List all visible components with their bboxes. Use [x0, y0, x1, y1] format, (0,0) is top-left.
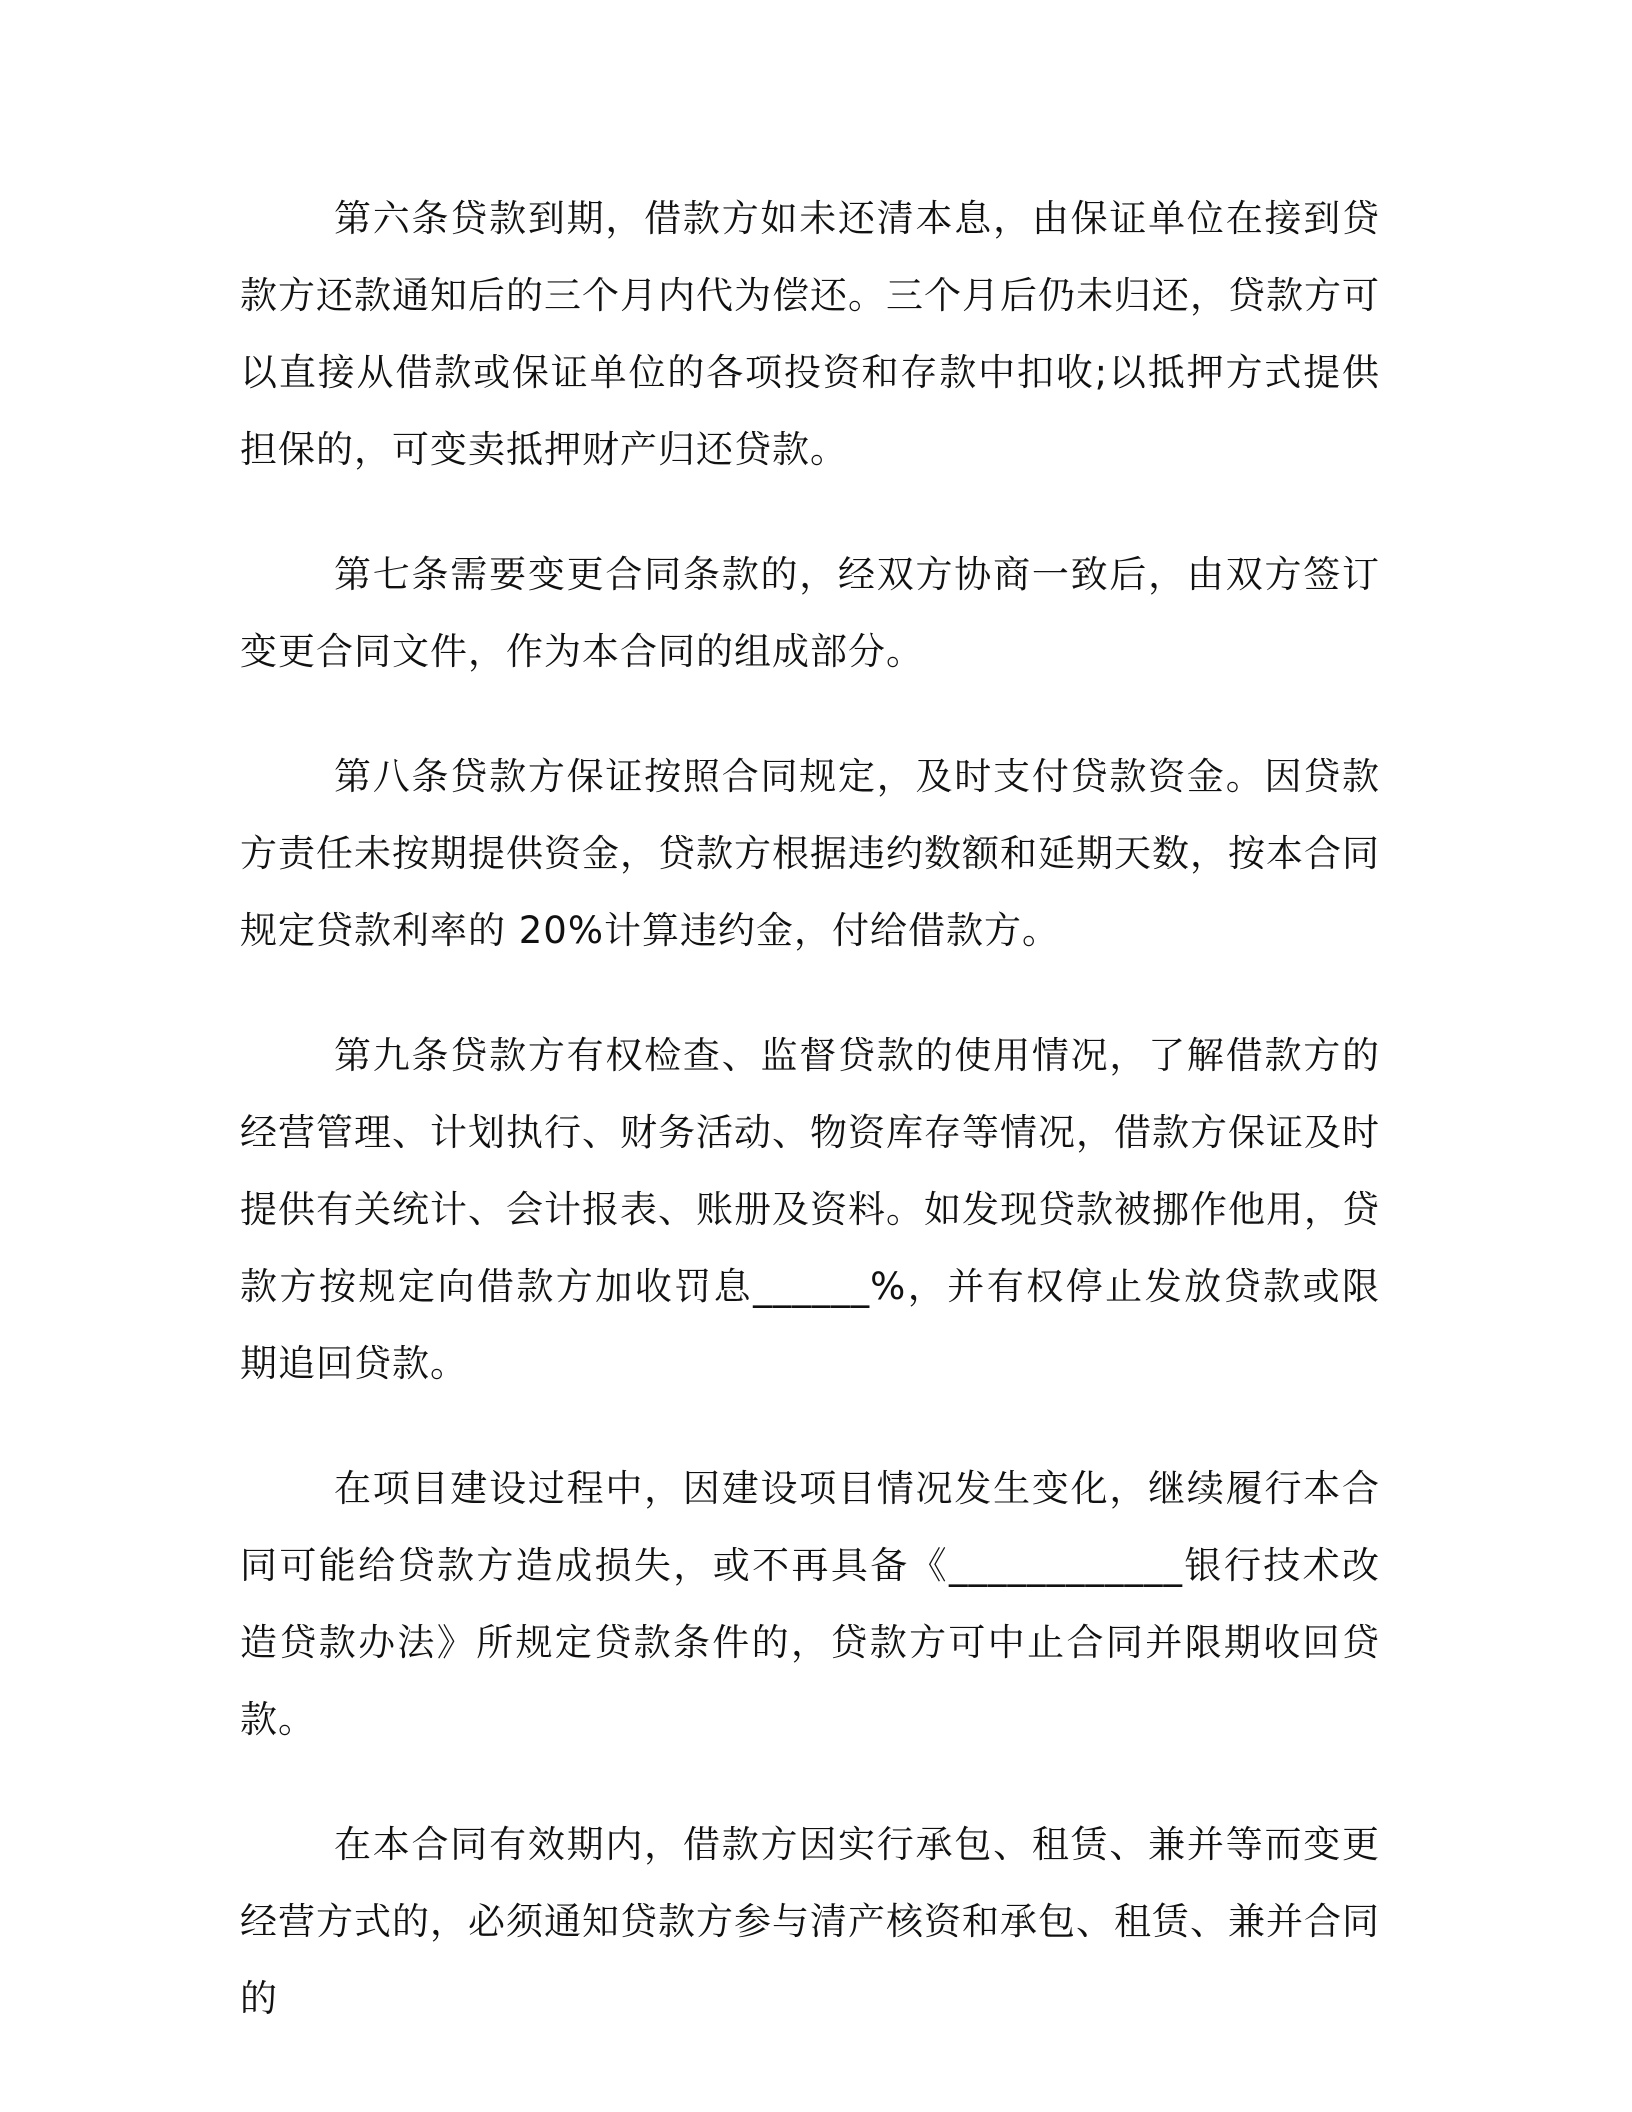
paragraph-article-6: 第六条贷款到期，借款方如未还清本息，由保证单位在接到贷款方还款通知后的三个月内代为偿还。三个月后仍未归还，贷款方可以直接从借款或保证单位的各项投资和存款中扣收;以抵押方式提供担保的，可变卖抵押财产归还贷款。	[240, 197, 1380, 471]
paragraph-business-change: 在本合同有效期内，借款方因实行承包、租赁、兼并等而变更经营方式的，必须通知贷款方参与清产核资和承包、租赁、兼并合同的	[240, 1823, 1380, 2020]
paragraph-article-7: 第七条需要变更合同条款的，经双方协商一致后，由双方签订变更合同文件，作为本合同的组成部分。	[240, 553, 1380, 673]
paragraph-article-9: 第九条贷款方有权检查、监督贷款的使用情况，了解借款方的经营管理、计划执行、财务活动、物资库存等情况，借款方保证及时提供有关统计、会计报表、账册及资料。如发现贷款被挪作他用，贷款方按规定向借款方加收罚息______%，并有权停止发放贷款或限期追回贷款。	[240, 1034, 1380, 1385]
document-body	[240, 180, 1380, 2085]
paragraph-article-8: 第八条贷款方保证按照合同规定，及时支付贷款资金。因贷款方责任未按期提供资金，贷款方根据违约数额和延期天数，按本合同规定贷款利率的 20%计算违约金，付给借款方。	[240, 755, 1380, 952]
paragraph-project-change: 在项目建设过程中，因建设项目情况发生变化，继续履行本合同可能给贷款方造成损失，或不再具备《____________银行技术改造贷款办法》所规定贷款条件的，贷款方可中止合同并限期收回贷款。	[240, 1467, 1380, 1741]
